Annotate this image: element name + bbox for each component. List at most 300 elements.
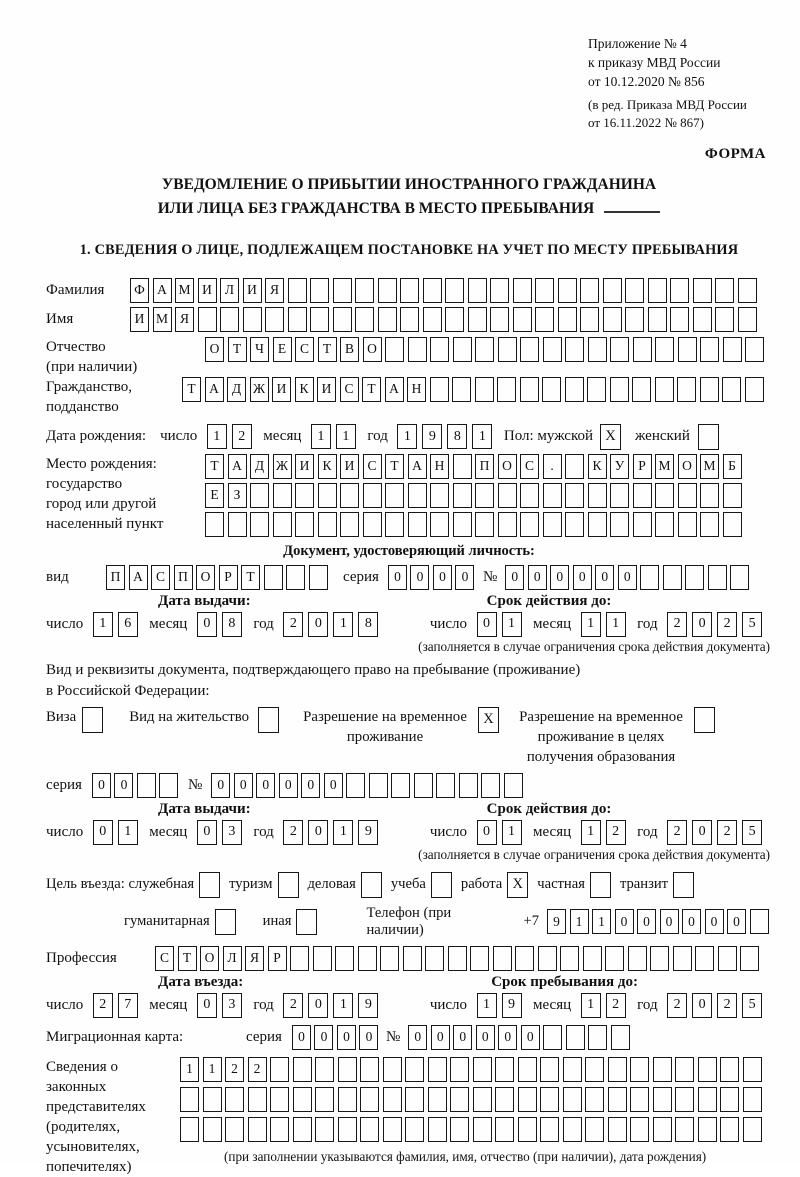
residence-series-cell[interactable] [159, 773, 178, 798]
valid-year-cell[interactable]: 0 [692, 612, 712, 637]
representative-char-cell[interactable] [608, 1087, 627, 1112]
representative-char-cell[interactable] [540, 1057, 559, 1082]
citizenship-char-cell[interactable]: Н [407, 377, 426, 402]
birth-place-char-cell[interactable]: У [610, 454, 629, 479]
birth-place-char-cell[interactable] [498, 483, 517, 508]
residence-number-cell[interactable] [391, 773, 410, 798]
residence-number-cell[interactable] [346, 773, 365, 798]
surname-char-cell[interactable] [738, 278, 757, 303]
patronymic-char-cell[interactable] [745, 337, 764, 362]
citizenship-char-cell[interactable] [587, 377, 606, 402]
given-name-char-cell[interactable] [738, 307, 757, 332]
representative-char-cell[interactable] [675, 1057, 694, 1082]
profession-char-cell[interactable]: Я [245, 946, 264, 971]
entry-day-cell[interactable]: 7 [118, 993, 138, 1018]
stay-day-cell[interactable]: 9 [502, 993, 522, 1018]
profession-char-cell[interactable] [605, 946, 624, 971]
given-name-char-cell[interactable] [445, 307, 464, 332]
residence-number-cell[interactable] [459, 773, 478, 798]
representative-char-cell[interactable] [383, 1057, 402, 1082]
patronymic-char-cell[interactable] [430, 337, 449, 362]
patronymic-char-cell[interactable] [700, 337, 719, 362]
patronymic-char-cell[interactable] [475, 337, 494, 362]
temp-residence-checkbox[interactable]: X [478, 707, 499, 733]
representative-char-cell[interactable] [338, 1057, 357, 1082]
birth-place-char-cell[interactable] [700, 512, 719, 537]
residence-issue-year-cell[interactable]: 9 [358, 820, 378, 845]
birth-place-char-cell[interactable] [543, 512, 562, 537]
birth-place-char-cell[interactable] [228, 512, 247, 537]
patronymic-char-cell[interactable] [520, 337, 539, 362]
purpose-other-checkbox[interactable] [296, 909, 317, 935]
citizenship-char-cell[interactable] [610, 377, 629, 402]
residence-series-cell[interactable]: 0 [92, 773, 111, 798]
given-name-char-cell[interactable] [468, 307, 487, 332]
citizenship-char-cell[interactable] [745, 377, 764, 402]
profession-char-cell[interactable] [290, 946, 309, 971]
representative-char-cell[interactable] [383, 1117, 402, 1142]
doc-series-cell[interactable]: 0 [433, 565, 452, 590]
birth-place-char-cell[interactable] [318, 512, 337, 537]
entry-year-cell[interactable]: 2 [283, 993, 303, 1018]
given-name-char-cell[interactable]: Я [175, 307, 194, 332]
patronymic-char-cell[interactable] [385, 337, 404, 362]
representative-char-cell[interactable] [720, 1117, 739, 1142]
profession-char-cell[interactable] [538, 946, 557, 971]
temp-residence-education-checkbox[interactable] [694, 707, 715, 733]
birth-place-char-cell[interactable] [273, 512, 292, 537]
migration-series-cell[interactable]: 0 [314, 1025, 333, 1050]
doc-kind-char-cell[interactable] [309, 565, 328, 590]
representative-char-cell[interactable] [563, 1087, 582, 1112]
residence-valid-day-cell[interactable]: 0 [477, 820, 497, 845]
given-name-char-cell[interactable] [670, 307, 689, 332]
residence-number-cell[interactable]: 0 [256, 773, 275, 798]
doc-number-cell[interactable]: 0 [573, 565, 592, 590]
entry-year-cell[interactable]: 9 [358, 993, 378, 1018]
citizenship-char-cell[interactable]: А [385, 377, 404, 402]
surname-char-cell[interactable] [558, 278, 577, 303]
citizenship-char-cell[interactable] [430, 377, 449, 402]
residence-valid-day-cell[interactable]: 1 [502, 820, 522, 845]
representative-char-cell[interactable] [630, 1087, 649, 1112]
birth-place-char-cell[interactable]: О [498, 454, 517, 479]
given-name-char-cell[interactable] [310, 307, 329, 332]
birth-place-char-cell[interactable] [700, 483, 719, 508]
entry-day-cell[interactable]: 2 [93, 993, 113, 1018]
representative-char-cell[interactable] [450, 1057, 469, 1082]
birth-place-char-cell[interactable]: А [408, 454, 427, 479]
birth-place-char-cell[interactable] [295, 512, 314, 537]
phone-digit-cell[interactable]: 9 [547, 909, 566, 934]
profession-char-cell[interactable] [718, 946, 737, 971]
residence-number-cell[interactable]: 0 [211, 773, 230, 798]
residence-number-cell[interactable]: 0 [324, 773, 343, 798]
phone-digit-cell[interactable]: 0 [660, 909, 679, 934]
birth-place-char-cell[interactable] [385, 512, 404, 537]
profession-char-cell[interactable]: Т [178, 946, 197, 971]
representative-char-cell[interactable] [630, 1117, 649, 1142]
birth-place-char-cell[interactable] [250, 512, 269, 537]
surname-char-cell[interactable] [535, 278, 554, 303]
representative-char-cell[interactable] [293, 1057, 312, 1082]
surname-char-cell[interactable] [513, 278, 532, 303]
residence-series-cell[interactable] [137, 773, 156, 798]
representative-char-cell[interactable] [518, 1087, 537, 1112]
residence-issue-year-cell[interactable]: 2 [283, 820, 303, 845]
given-name-char-cell[interactable] [715, 307, 734, 332]
profession-char-cell[interactable] [470, 946, 489, 971]
surname-char-cell[interactable] [603, 278, 622, 303]
residence-number-cell[interactable] [414, 773, 433, 798]
doc-kind-char-cell[interactable] [286, 565, 305, 590]
migration-number-cell[interactable] [588, 1025, 607, 1050]
residence-number-cell[interactable]: 0 [301, 773, 320, 798]
residence-valid-year-cell[interactable]: 5 [742, 820, 762, 845]
phone-digit-cell[interactable]: 0 [705, 909, 724, 934]
given-name-char-cell[interactable] [243, 307, 262, 332]
purpose-work-checkbox[interactable]: X [507, 872, 528, 898]
birth-place-char-cell[interactable] [543, 483, 562, 508]
purpose-private-checkbox[interactable] [590, 872, 611, 898]
representative-char-cell[interactable]: 1 [180, 1057, 199, 1082]
representative-char-cell[interactable] [608, 1117, 627, 1142]
given-name-char-cell[interactable] [400, 307, 419, 332]
representative-char-cell[interactable] [540, 1087, 559, 1112]
valid-month-cell[interactable]: 1 [581, 612, 601, 637]
surname-char-cell[interactable] [580, 278, 599, 303]
birth-place-char-cell[interactable] [318, 483, 337, 508]
birth-place-char-cell[interactable] [723, 512, 742, 537]
citizenship-char-cell[interactable]: К [295, 377, 314, 402]
residence-series-cell[interactable]: 0 [114, 773, 133, 798]
given-name-char-cell[interactable] [625, 307, 644, 332]
birth-place-char-cell[interactable] [723, 483, 742, 508]
surname-char-cell[interactable]: Ф [130, 278, 149, 303]
representative-char-cell[interactable] [315, 1087, 334, 1112]
representative-char-cell[interactable] [383, 1087, 402, 1112]
representative-char-cell[interactable] [743, 1057, 762, 1082]
residence-issue-month-cell[interactable]: 0 [197, 820, 217, 845]
given-name-char-cell[interactable] [288, 307, 307, 332]
birth-place-char-cell[interactable]: Р [633, 454, 652, 479]
residence-number-cell[interactable] [481, 773, 500, 798]
birth-place-char-cell[interactable] [363, 512, 382, 537]
profession-char-cell[interactable] [403, 946, 422, 971]
birth-place-char-cell[interactable] [205, 512, 224, 537]
citizenship-char-cell[interactable] [632, 377, 651, 402]
doc-number-cell[interactable]: 0 [505, 565, 524, 590]
profession-char-cell[interactable] [695, 946, 714, 971]
birth-place-char-cell[interactable] [565, 483, 584, 508]
surname-char-cell[interactable]: Л [220, 278, 239, 303]
representative-char-cell[interactable] [473, 1057, 492, 1082]
birth-place-char-cell[interactable]: М [655, 454, 674, 479]
representative-char-cell[interactable] [653, 1087, 672, 1112]
residence-valid-year-cell[interactable]: 2 [717, 820, 737, 845]
birth-year-cell[interactable]: 1 [397, 424, 417, 449]
representative-char-cell[interactable] [180, 1087, 199, 1112]
doc-kind-char-cell[interactable]: П [106, 565, 125, 590]
profession-char-cell[interactable]: С [155, 946, 174, 971]
patronymic-char-cell[interactable] [408, 337, 427, 362]
representative-char-cell[interactable] [720, 1057, 739, 1082]
doc-series-cell[interactable]: 0 [455, 565, 474, 590]
representative-char-cell[interactable] [405, 1057, 424, 1082]
birth-place-char-cell[interactable]: М [700, 454, 719, 479]
migration-number-cell[interactable] [566, 1025, 585, 1050]
birth-place-char-cell[interactable] [475, 483, 494, 508]
birth-place-char-cell[interactable] [475, 512, 494, 537]
entry-month-cell[interactable]: 0 [197, 993, 217, 1018]
migration-series-cell[interactable]: 0 [359, 1025, 378, 1050]
given-name-char-cell[interactable] [513, 307, 532, 332]
residence-number-cell[interactable] [504, 773, 523, 798]
patronymic-char-cell[interactable]: В [340, 337, 359, 362]
surname-char-cell[interactable]: А [153, 278, 172, 303]
surname-char-cell[interactable] [468, 278, 487, 303]
given-name-char-cell[interactable] [423, 307, 442, 332]
visa-checkbox[interactable] [82, 707, 103, 733]
representative-char-cell[interactable] [653, 1117, 672, 1142]
representative-char-cell[interactable] [495, 1057, 514, 1082]
birth-place-char-cell[interactable]: . [543, 454, 562, 479]
representative-char-cell[interactable]: 2 [225, 1057, 244, 1082]
stay-year-cell[interactable]: 0 [692, 993, 712, 1018]
surname-char-cell[interactable] [625, 278, 644, 303]
stay-year-cell[interactable]: 5 [742, 993, 762, 1018]
migration-number-cell[interactable]: 0 [453, 1025, 472, 1050]
entry-month-cell[interactable]: 3 [222, 993, 242, 1018]
birth-place-char-cell[interactable]: С [363, 454, 382, 479]
representative-char-cell[interactable] [270, 1117, 289, 1142]
birth-place-char-cell[interactable] [588, 483, 607, 508]
phone-digit-cell[interactable]: 1 [570, 909, 589, 934]
birth-place-char-cell[interactable] [363, 483, 382, 508]
birth-place-char-cell[interactable] [633, 512, 652, 537]
residence-valid-month-cell[interactable]: 1 [581, 820, 601, 845]
purpose-official-checkbox[interactable] [199, 872, 220, 898]
entry-year-cell[interactable]: 1 [333, 993, 353, 1018]
patronymic-char-cell[interactable] [678, 337, 697, 362]
valid-day-cell[interactable]: 0 [477, 612, 497, 637]
doc-number-cell[interactable] [663, 565, 682, 590]
doc-number-cell[interactable]: 0 [595, 565, 614, 590]
citizenship-char-cell[interactable] [700, 377, 719, 402]
residence-issue-month-cell[interactable]: 3 [222, 820, 242, 845]
valid-day-cell[interactable]: 1 [502, 612, 522, 637]
birth-place-char-cell[interactable]: Н [430, 454, 449, 479]
given-name-char-cell[interactable] [603, 307, 622, 332]
given-name-char-cell[interactable] [580, 307, 599, 332]
representative-char-cell[interactable]: 2 [248, 1057, 267, 1082]
patronymic-char-cell[interactable]: Т [318, 337, 337, 362]
issue-day-cell[interactable]: 1 [93, 612, 113, 637]
surname-char-cell[interactable] [490, 278, 509, 303]
birth-place-char-cell[interactable] [453, 512, 472, 537]
profession-char-cell[interactable]: О [200, 946, 219, 971]
given-name-char-cell[interactable] [558, 307, 577, 332]
citizenship-char-cell[interactable] [520, 377, 539, 402]
birth-place-char-cell[interactable]: Б [723, 454, 742, 479]
surname-char-cell[interactable] [670, 278, 689, 303]
birth-place-char-cell[interactable] [430, 512, 449, 537]
phone-digit-cell[interactable]: 0 [637, 909, 656, 934]
representative-char-cell[interactable] [180, 1117, 199, 1142]
residence-issue-day-cell[interactable]: 1 [118, 820, 138, 845]
doc-number-cell[interactable] [730, 565, 749, 590]
representative-char-cell[interactable] [405, 1117, 424, 1142]
birth-place-char-cell[interactable]: Е [205, 483, 224, 508]
patronymic-char-cell[interactable]: С [295, 337, 314, 362]
representative-char-cell[interactable] [203, 1117, 222, 1142]
purpose-study-checkbox[interactable] [431, 872, 452, 898]
birth-place-char-cell[interactable]: П [475, 454, 494, 479]
issue-year-cell[interactable]: 8 [358, 612, 378, 637]
representative-char-cell[interactable] [563, 1057, 582, 1082]
birth-year-cell[interactable]: 9 [422, 424, 442, 449]
sex-female-checkbox[interactable] [698, 424, 719, 450]
doc-kind-char-cell[interactable]: А [129, 565, 148, 590]
profession-char-cell[interactable] [448, 946, 467, 971]
representative-char-cell[interactable] [608, 1057, 627, 1082]
doc-number-cell[interactable]: 0 [618, 565, 637, 590]
given-name-char-cell[interactable] [265, 307, 284, 332]
residence-number-cell[interactable] [436, 773, 455, 798]
birth-place-char-cell[interactable] [273, 483, 292, 508]
residence-issue-day-cell[interactable]: 0 [93, 820, 113, 845]
given-name-char-cell[interactable] [198, 307, 217, 332]
issue-month-cell[interactable]: 8 [222, 612, 242, 637]
birth-place-char-cell[interactable]: Д [250, 454, 269, 479]
surname-char-cell[interactable] [355, 278, 374, 303]
birth-place-char-cell[interactable] [588, 512, 607, 537]
patronymic-char-cell[interactable] [588, 337, 607, 362]
stay-year-cell[interactable]: 2 [667, 993, 687, 1018]
valid-month-cell[interactable]: 1 [606, 612, 626, 637]
surname-char-cell[interactable] [310, 278, 329, 303]
citizenship-char-cell[interactable]: Т [362, 377, 381, 402]
patronymic-char-cell[interactable]: О [363, 337, 382, 362]
migration-series-cell[interactable]: 0 [292, 1025, 311, 1050]
representative-char-cell[interactable] [405, 1087, 424, 1112]
patronymic-char-cell[interactable] [453, 337, 472, 362]
surname-char-cell[interactable]: И [198, 278, 217, 303]
citizenship-char-cell[interactable] [565, 377, 584, 402]
profession-char-cell[interactable] [740, 946, 759, 971]
representative-char-cell[interactable] [360, 1117, 379, 1142]
citizenship-char-cell[interactable] [452, 377, 471, 402]
profession-char-cell[interactable] [673, 946, 692, 971]
birth-place-char-cell[interactable] [385, 483, 404, 508]
purpose-humanitarian-checkbox[interactable] [215, 909, 236, 935]
representative-char-cell[interactable] [495, 1087, 514, 1112]
citizenship-char-cell[interactable]: Ж [250, 377, 269, 402]
representative-char-cell[interactable] [225, 1087, 244, 1112]
profession-char-cell[interactable] [515, 946, 534, 971]
birth-place-char-cell[interactable] [453, 483, 472, 508]
residence-number-cell[interactable]: 0 [279, 773, 298, 798]
given-name-char-cell[interactable] [333, 307, 352, 332]
given-name-char-cell[interactable] [693, 307, 712, 332]
representative-char-cell[interactable] [675, 1117, 694, 1142]
birth-place-char-cell[interactable] [250, 483, 269, 508]
issue-year-cell[interactable]: 0 [308, 612, 328, 637]
patronymic-char-cell[interactable] [723, 337, 742, 362]
representative-char-cell[interactable] [428, 1057, 447, 1082]
birth-day-cell[interactable]: 1 [207, 424, 227, 449]
migration-number-cell[interactable]: 0 [431, 1025, 450, 1050]
issue-year-cell[interactable]: 2 [283, 612, 303, 637]
doc-kind-char-cell[interactable]: С [151, 565, 170, 590]
surname-char-cell[interactable] [445, 278, 464, 303]
representative-char-cell[interactable] [225, 1117, 244, 1142]
representative-char-cell[interactable] [360, 1087, 379, 1112]
citizenship-char-cell[interactable] [542, 377, 561, 402]
issue-day-cell[interactable]: 6 [118, 612, 138, 637]
profession-char-cell[interactable] [358, 946, 377, 971]
birth-place-char-cell[interactable] [295, 483, 314, 508]
birth-place-char-cell[interactable]: З [228, 483, 247, 508]
birth-place-char-cell[interactable] [565, 454, 584, 479]
birth-place-char-cell[interactable] [340, 483, 359, 508]
birth-place-char-cell[interactable]: Ж [273, 454, 292, 479]
profession-char-cell[interactable] [583, 946, 602, 971]
doc-kind-char-cell[interactable]: Т [241, 565, 260, 590]
citizenship-char-cell[interactable] [475, 377, 494, 402]
citizenship-char-cell[interactable]: Д [227, 377, 246, 402]
birth-place-char-cell[interactable] [340, 512, 359, 537]
surname-char-cell[interactable]: Я [265, 278, 284, 303]
representative-char-cell[interactable]: 1 [203, 1057, 222, 1082]
representative-char-cell[interactable] [428, 1117, 447, 1142]
birth-place-char-cell[interactable]: С [520, 454, 539, 479]
doc-number-cell[interactable] [640, 565, 659, 590]
birth-place-char-cell[interactable] [498, 512, 517, 537]
representative-char-cell[interactable] [698, 1087, 717, 1112]
valid-year-cell[interactable]: 2 [717, 612, 737, 637]
representative-char-cell[interactable] [450, 1087, 469, 1112]
representative-char-cell[interactable] [270, 1087, 289, 1112]
representative-char-cell[interactable] [248, 1117, 267, 1142]
phone-digit-cell[interactable]: 0 [727, 909, 746, 934]
stay-year-cell[interactable]: 2 [717, 993, 737, 1018]
birth-place-char-cell[interactable]: И [340, 454, 359, 479]
doc-number-cell[interactable] [685, 565, 704, 590]
profession-char-cell[interactable] [560, 946, 579, 971]
birth-place-char-cell[interactable] [610, 512, 629, 537]
representative-char-cell[interactable] [540, 1117, 559, 1142]
profession-char-cell[interactable] [380, 946, 399, 971]
surname-char-cell[interactable] [400, 278, 419, 303]
citizenship-char-cell[interactable]: Т [182, 377, 201, 402]
profession-char-cell[interactable] [425, 946, 444, 971]
birth-month-cell[interactable]: 1 [336, 424, 356, 449]
representative-char-cell[interactable] [315, 1057, 334, 1082]
profession-char-cell[interactable] [628, 946, 647, 971]
migration-number-cell[interactable]: 0 [476, 1025, 495, 1050]
given-name-char-cell[interactable] [490, 307, 509, 332]
birth-place-char-cell[interactable] [520, 483, 539, 508]
birth-place-char-cell[interactable]: Т [205, 454, 224, 479]
stay-month-cell[interactable]: 2 [606, 993, 626, 1018]
representative-char-cell[interactable] [473, 1087, 492, 1112]
migration-number-cell[interactable]: 0 [408, 1025, 427, 1050]
profession-char-cell[interactable] [335, 946, 354, 971]
representative-char-cell[interactable] [293, 1087, 312, 1112]
representative-char-cell[interactable] [518, 1057, 537, 1082]
birth-place-char-cell[interactable] [565, 512, 584, 537]
